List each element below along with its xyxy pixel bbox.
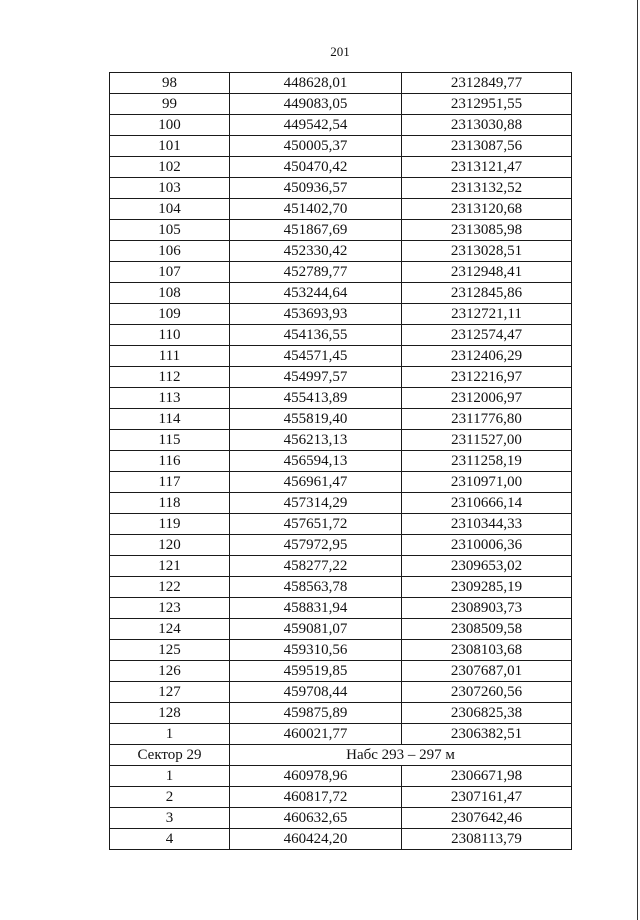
coordinate-y: 2307161,47	[402, 787, 572, 808]
point-number: 4	[110, 829, 230, 850]
coordinate-y: 2309653,02	[402, 556, 572, 577]
coordinate-y: 2313132,52	[402, 178, 572, 199]
coordinate-y: 2312951,55	[402, 94, 572, 115]
table-row	[110, 430, 572, 451]
point-number: 118	[110, 493, 230, 514]
coordinate-x: 459081,07	[230, 619, 402, 640]
point-number: 124	[110, 619, 230, 640]
table-row	[110, 136, 572, 157]
point-number: 101	[110, 136, 230, 157]
coordinate-x: 457314,29	[230, 493, 402, 514]
coordinate-y: 2313121,47	[402, 157, 572, 178]
coordinate-y: 2307642,46	[402, 808, 572, 829]
coordinate-y: 2306382,51	[402, 724, 572, 745]
coordinate-y: 2307687,01	[402, 661, 572, 682]
table-row	[110, 283, 572, 304]
table-row	[110, 241, 572, 262]
sector-row	[110, 745, 572, 766]
coordinate-x: 455413,89	[230, 388, 402, 409]
coordinate-y: 2311527,00	[402, 430, 572, 451]
table-row	[110, 514, 572, 535]
coordinates-rows-bottom	[110, 766, 572, 850]
table-row	[110, 535, 572, 556]
point-number: 106	[110, 241, 230, 262]
point-number: 117	[110, 472, 230, 493]
point-number: 104	[110, 199, 230, 220]
coordinate-x: 452789,77	[230, 262, 402, 283]
table-row	[110, 703, 572, 724]
point-number: 1	[110, 724, 230, 745]
scan-edge-line	[637, 0, 638, 920]
table-row	[110, 682, 572, 703]
coordinate-y: 2310344,33	[402, 514, 572, 535]
coordinate-y: 2313120,68	[402, 199, 572, 220]
coordinate-y: 2312849,77	[402, 73, 572, 94]
point-number: 122	[110, 577, 230, 598]
coordinate-x: 457972,95	[230, 535, 402, 556]
table-row	[110, 619, 572, 640]
table-row	[110, 178, 572, 199]
coordinate-x: 454571,45	[230, 346, 402, 367]
table-row	[110, 388, 572, 409]
coordinate-y: 2310006,36	[402, 535, 572, 556]
coordinate-y: 2308113,79	[402, 829, 572, 850]
point-number: 110	[110, 325, 230, 346]
table-row	[110, 787, 572, 808]
sector-height: Набс 293 – 297 м	[230, 745, 572, 766]
coordinate-x: 458831,94	[230, 598, 402, 619]
point-number: 99	[110, 94, 230, 115]
coordinate-y: 2312574,47	[402, 325, 572, 346]
point-number: 2	[110, 787, 230, 808]
point-number: 123	[110, 598, 230, 619]
coordinate-y: 2308509,58	[402, 619, 572, 640]
coordinate-x: 460978,96	[230, 766, 402, 787]
coordinate-x: 451402,70	[230, 199, 402, 220]
coordinate-x: 454997,57	[230, 367, 402, 388]
point-number: 112	[110, 367, 230, 388]
coordinate-x: 460632,65	[230, 808, 402, 829]
point-number: 128	[110, 703, 230, 724]
sector-header	[110, 745, 572, 766]
coordinate-y: 2310666,14	[402, 493, 572, 514]
table-row	[110, 766, 572, 787]
table-row	[110, 451, 572, 472]
coordinate-x: 456961,47	[230, 472, 402, 493]
coordinate-x: 454136,55	[230, 325, 402, 346]
point-number: 102	[110, 157, 230, 178]
coordinate-y: 2308903,73	[402, 598, 572, 619]
point-number: 108	[110, 283, 230, 304]
coordinate-y: 2313087,56	[402, 136, 572, 157]
point-number: 3	[110, 808, 230, 829]
point-number: 111	[110, 346, 230, 367]
point-number: 114	[110, 409, 230, 430]
coordinates-rows-top	[110, 73, 572, 745]
table-row	[110, 325, 572, 346]
coordinate-y: 2307260,56	[402, 682, 572, 703]
coordinate-x: 450470,42	[230, 157, 402, 178]
table-row	[110, 262, 572, 283]
page-number: 201	[330, 44, 350, 59]
coordinate-y: 2312006,97	[402, 388, 572, 409]
coordinate-y: 2312721,11	[402, 304, 572, 325]
coordinate-x: 453244,64	[230, 283, 402, 304]
coordinate-x: 458563,78	[230, 577, 402, 598]
coordinate-y: 2312948,41	[402, 262, 572, 283]
point-number: 113	[110, 388, 230, 409]
table-row	[110, 346, 572, 367]
table-row	[110, 472, 572, 493]
point-number: 103	[110, 178, 230, 199]
coordinate-x: 453693,93	[230, 304, 402, 325]
coordinate-y: 2312845,86	[402, 283, 572, 304]
coordinate-x: 456213,13	[230, 430, 402, 451]
coordinate-x: 450936,57	[230, 178, 402, 199]
table-row	[110, 157, 572, 178]
coordinate-x: 458277,22	[230, 556, 402, 577]
coordinate-x: 460424,20	[230, 829, 402, 850]
coordinate-y: 2310971,00	[402, 472, 572, 493]
point-number: 120	[110, 535, 230, 556]
table-row	[110, 367, 572, 388]
coordinate-y: 2309285,19	[402, 577, 572, 598]
coordinate-x: 460817,72	[230, 787, 402, 808]
coordinate-x: 450005,37	[230, 136, 402, 157]
point-number: 119	[110, 514, 230, 535]
point-number: 98	[110, 73, 230, 94]
coordinate-y: 2313028,51	[402, 241, 572, 262]
table-row	[110, 220, 572, 241]
coordinate-y: 2306671,98	[402, 766, 572, 787]
coordinate-x: 451867,69	[230, 220, 402, 241]
point-number: 125	[110, 640, 230, 661]
table-row	[110, 115, 572, 136]
coordinate-y: 2313085,98	[402, 220, 572, 241]
coordinate-x: 452330,42	[230, 241, 402, 262]
table-row	[110, 724, 572, 745]
coordinate-x: 459310,56	[230, 640, 402, 661]
table-row	[110, 577, 572, 598]
coordinate-y: 2312406,29	[402, 346, 572, 367]
coordinate-y: 2308103,68	[402, 640, 572, 661]
point-number: 126	[110, 661, 230, 682]
coordinate-y: 2311258,19	[402, 451, 572, 472]
coordinate-x: 459875,89	[230, 703, 402, 724]
sector-label: Сектор 29	[110, 745, 230, 766]
table-row	[110, 829, 572, 850]
coordinate-y: 2311776,80	[402, 409, 572, 430]
point-number: 109	[110, 304, 230, 325]
coordinate-y: 2312216,97	[402, 367, 572, 388]
coordinate-x: 449542,54	[230, 115, 402, 136]
table-row	[110, 73, 572, 94]
table-row	[110, 304, 572, 325]
table-row	[110, 640, 572, 661]
point-number: 116	[110, 451, 230, 472]
point-number: 121	[110, 556, 230, 577]
coordinate-x: 459519,85	[230, 661, 402, 682]
table-row	[110, 94, 572, 115]
point-number: 105	[110, 220, 230, 241]
point-number: 107	[110, 262, 230, 283]
table-row	[110, 556, 572, 577]
coordinate-x: 457651,72	[230, 514, 402, 535]
point-number: 115	[110, 430, 230, 451]
table-row	[110, 409, 572, 430]
coordinate-y: 2306825,38	[402, 703, 572, 724]
coordinates-table	[109, 72, 572, 850]
table-row	[110, 661, 572, 682]
coordinate-x: 449083,05	[230, 94, 402, 115]
table-row	[110, 808, 572, 829]
coordinate-x: 459708,44	[230, 682, 402, 703]
table-row	[110, 598, 572, 619]
coordinate-x: 456594,13	[230, 451, 402, 472]
point-number: 1	[110, 766, 230, 787]
coordinate-x: 460021,77	[230, 724, 402, 745]
point-number: 127	[110, 682, 230, 703]
coordinate-y: 2313030,88	[402, 115, 572, 136]
table-row	[110, 493, 572, 514]
coordinate-x: 448628,01	[230, 73, 402, 94]
coordinate-x: 455819,40	[230, 409, 402, 430]
table-row	[110, 199, 572, 220]
point-number: 100	[110, 115, 230, 136]
